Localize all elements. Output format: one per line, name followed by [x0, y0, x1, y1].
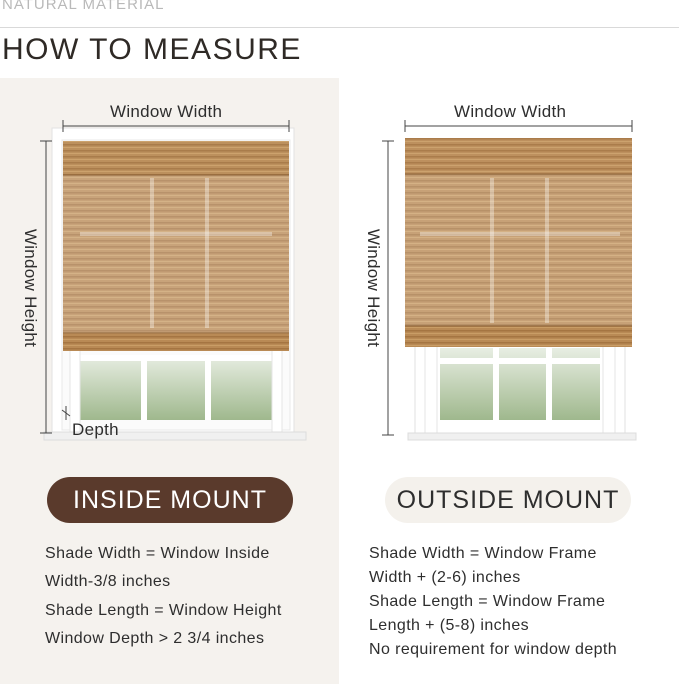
- outside-desc-line: Shade Width = Window Frame: [369, 545, 597, 562]
- outside-height-label: Window Height: [364, 228, 383, 348]
- category-label: NATURAL MATERIAL: [2, 0, 165, 13]
- inside-mount-button[interactable]: INSIDE MOUNT: [47, 477, 293, 523]
- outside-desc-line: Length + (5-8) inches: [369, 617, 530, 634]
- inside-desc-line: Width-3/8 inches: [45, 573, 171, 590]
- depth-label: Depth: [72, 420, 119, 439]
- outside-width-label: Window Width: [454, 102, 567, 121]
- inside-mount-illustration: [0, 100, 339, 445]
- outside-desc-line: Width + (2-6) inches: [369, 569, 521, 586]
- inside-desc-line: Shade Length = Window Height: [45, 602, 282, 619]
- divider: [0, 27, 679, 28]
- outside-mount-illustration: [340, 100, 679, 445]
- outside-mount-button[interactable]: OUTSIDE MOUNT: [385, 477, 631, 523]
- inside-desc-line: Shade Width = Window Inside: [45, 545, 270, 562]
- inside-width-label: Window Width: [110, 102, 223, 121]
- page-title: HOW TO MEASURE: [2, 33, 302, 66]
- outside-desc-line: Shade Length = Window Frame: [369, 593, 606, 610]
- outside-desc-line: No requirement for window depth: [369, 641, 618, 658]
- inside-height-label: Window Height: [21, 228, 40, 348]
- inside-desc-line: Window Depth > 2 3/4 inches: [45, 630, 265, 647]
